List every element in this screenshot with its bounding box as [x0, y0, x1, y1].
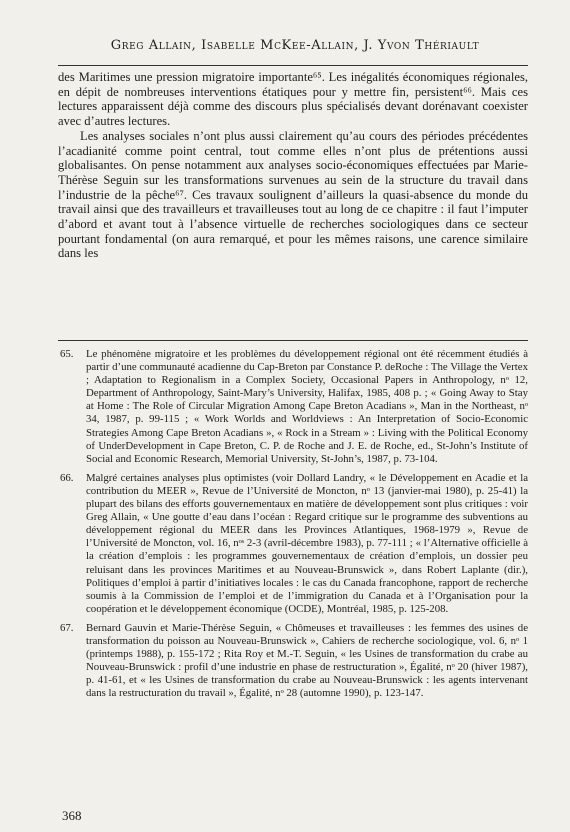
main-text — [58, 70, 528, 261]
footnote-number: 66. — [60, 471, 74, 484]
footnote-66 — [58, 472, 528, 616]
paragraph-2: Les analyses sociales n’ont plus aussi clairement qu’au cours des périodes précédentes l’acadianité comme point central, tout comme elles n’ont plus de prétentions aussi globalisantes. On pense notamment aux analyses socio-économiques effectuées par Marie-Thérèse Seguin sur les transformations survenues au sein de la structure du travail dans l’industrie de la pêche⁶⁷. Ces travaux soulignent d’ailleurs la quasi-absence du monde du travail ainsi que des travailleurs et travailleuses tout au long de ce chapitre : il faut l’imputer d’abord et avant tout à l’absence virtuelle de recherches sociologiques dans ce secteur pourtant fondamental (on aura remarqué, et pour les mêmes raisons, une carence similaire dans les — [58, 128, 528, 261]
footnotes — [58, 348, 528, 706]
header-rule — [58, 65, 528, 66]
footnote-rule — [58, 340, 528, 341]
footnote-text: Le phénomène migratoire et les problèmes du développement régional ont été récemment étudiés à partir d’une communauté acadienne du Cap-Breton par Constance P. deRoche : The Village the Vertex ; Adaptation to Regionalism in a Complex Society, Occasional Papers in Anthropology, nᵒ 12, Department of Anthropology, Saint-Mary’s University, Halifax, 1985, 408 p. ; « Going Away to Stay at Home : The Role of Circular Migration Among Cape Breton Acadians », Man in the Northeast, nᵒ 34, 1987, p. 99-115 ; « Work Worlds and Worldviews : An Interpretation of Socio-Economic Strategies Among Cape Breton Acadians », « Rock in a Stream » : Living with the Political Economy of UnderDevelopment in Cape Breton, C. P. de Roche and J. E. de Roche, ed., St-John’s Institute of Social and Economic Research, Memorial University, St-John’s, 1987, p. 73-104. — [86, 348, 528, 465]
footnote-number: 67. — [60, 621, 74, 634]
footnote-text: Malgré certaines analyses plus optimistes (voir Dollard Landry, « le Développement en Acadie et la contribution du MEER », Revue de l’Université de Moncton, nᵒ 13 (janvier-mai 1980), p. 25-41) la plupart des bilans des efforts gouvernementaux en matière de développement sont plus critiques : voir Greg Allain, « Une goutte d’eau dans l’océan : Regard critique sur le programme des subventions au développement régional du MEER dans les Provinces Atlantiques, 1968-1979 », Revue de l’Université de Moncton, vol. 16, nᵒˢ 2-3 (avril-décembre 1983), p. 77-111 ; « l’Alternative officielle à la création d’emplois : les programmes gouvernementaux de création d’emplois, un dossier peu reluisant dans les provinces Maritimes et au Nouveau-Brunswick », dans Robert Laplante (dir.), Politiques d’emploi à partir d’initiatives locales : le cas du Canada francophone, rapport de recherche soumis à la Commission de l’emploi et de l’immigration du Canada et à l’Organisation pour la coopération et le développement économique (OCDE), Montréal, 1985, p. 125-208. — [86, 471, 528, 615]
paragraph-1: des Maritimes une pression migratoire importante⁶⁵. Les inégalités économiques régionales, en dépit de nombreuses interventions étatiques pour y mettre fin, persistent⁶⁶. Mais ces lectures apparaissent déjà comme des discours plus spécialisés devant dorénavant coexister avec d’autres lectures. — [58, 70, 528, 129]
page-number: 368 — [62, 808, 82, 823]
footnote-65 — [58, 348, 528, 466]
footnote-67 — [58, 622, 528, 701]
footnote-text: Bernard Gauvin et Marie-Thérèse Seguin, « Chômeuses et travailleuses : les femmes des usines de transformation du poisson au Nouveau-Brunswick », Cahiers de recherche sociologique, vol. 6, nᵒ 1 (printemps 1988), p. 155-172 ; Rita Roy et M.-T. Seguin, « les Usines de transformation du crabe au Nouveau-Brunswick : profil d’une industrie en phase de restructuration », Égalité, nᵒ 20 (hiver 1987), p. 41-61, et « les Usines de transformation du crabe au Nouveau-Brunswick : les agents intervenant dans la restructuration du travail », Égalité, nᵒ 28 (automne 1990), p. 123-147. — [86, 621, 528, 700]
running-head: Greg Allain, Isabelle McKee-Allain, J. Yvon Thériault — [110, 38, 480, 53]
footnote-number: 65. — [60, 348, 74, 360]
